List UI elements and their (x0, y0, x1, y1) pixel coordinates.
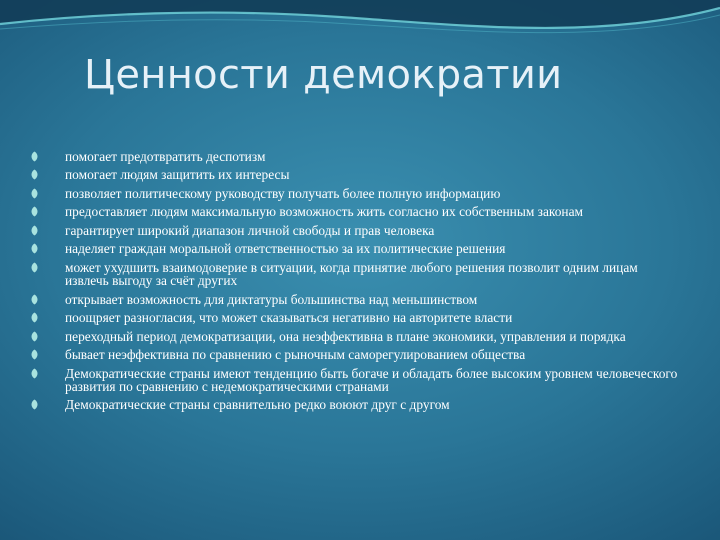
list-item-text: бывает неэффективна по сравнению с рыночным саморегулированием общества (65, 347, 526, 363)
list-item-text: поощряет разногласия, что может сказываться негативно на авторитете власти (65, 310, 513, 326)
leaf-bullet-icon (30, 206, 39, 217)
top-wave-decoration (0, 0, 720, 60)
leaf-bullet-icon (30, 243, 39, 254)
leaf-bullet-icon (30, 331, 39, 342)
list-item-text: может ухудшить взаимодоверие в ситуации, когда принятие любого решения позволит одним лицам извлечь выгоду за счёт других (65, 259, 638, 289)
leaf-bullet-icon (30, 151, 39, 162)
leaf-bullet-icon (30, 169, 39, 180)
list-item-text: открывает возможность для диктатуры большинства над меньшинством (65, 291, 478, 307)
leaf-bullet-icon (30, 188, 39, 199)
list-item-text: позволяет политическому руководству получать более полную информацию (65, 185, 501, 201)
list-item (30, 398, 680, 411)
list-item (30, 261, 680, 288)
list-item-text: помогает людям защитить их интересы (65, 167, 290, 183)
list-item (30, 293, 680, 306)
list-item (30, 205, 680, 218)
bullet-list (30, 150, 680, 417)
leaf-bullet-icon (30, 312, 39, 323)
list-item (30, 168, 680, 181)
list-item (30, 224, 680, 237)
list-item (30, 348, 680, 361)
list-item (30, 242, 680, 255)
list-item-text: предоставляет людям максимальную возможность жить согласно их собственным законам (65, 204, 583, 220)
leaf-bullet-icon (30, 349, 39, 360)
leaf-bullet-icon (30, 294, 39, 305)
leaf-bullet-icon (30, 399, 39, 410)
list-item-text: помогает предотвратить деспотизм (65, 149, 266, 164)
list-item (30, 311, 680, 324)
leaf-bullet-icon (30, 225, 39, 236)
list-item (30, 330, 680, 343)
list-item-text: Демократические страны имеют тенденцию быть богаче и обладать более высоким уровнем человеческого развития по сравнению с недемократическими странами (65, 365, 678, 394)
list-item (30, 150, 680, 163)
list-item-text: переходный период демократизации, она неэффективна в плане экономики, управления и порядка (65, 328, 626, 344)
list-item-text: гарантирует широкий диапазон личной свободы и прав человека (65, 222, 435, 238)
list-item (30, 187, 680, 200)
list-item-text: Демократические страны сравнительно редко воюют друг с другом (65, 397, 450, 413)
leaf-bullet-icon (30, 262, 39, 273)
leaf-bullet-icon (30, 368, 39, 379)
list-item-text: наделяет граждан моральной ответственностью за их политические решения (65, 241, 506, 257)
list-item (30, 367, 680, 394)
slide-title: Ценности демократии (84, 52, 563, 98)
